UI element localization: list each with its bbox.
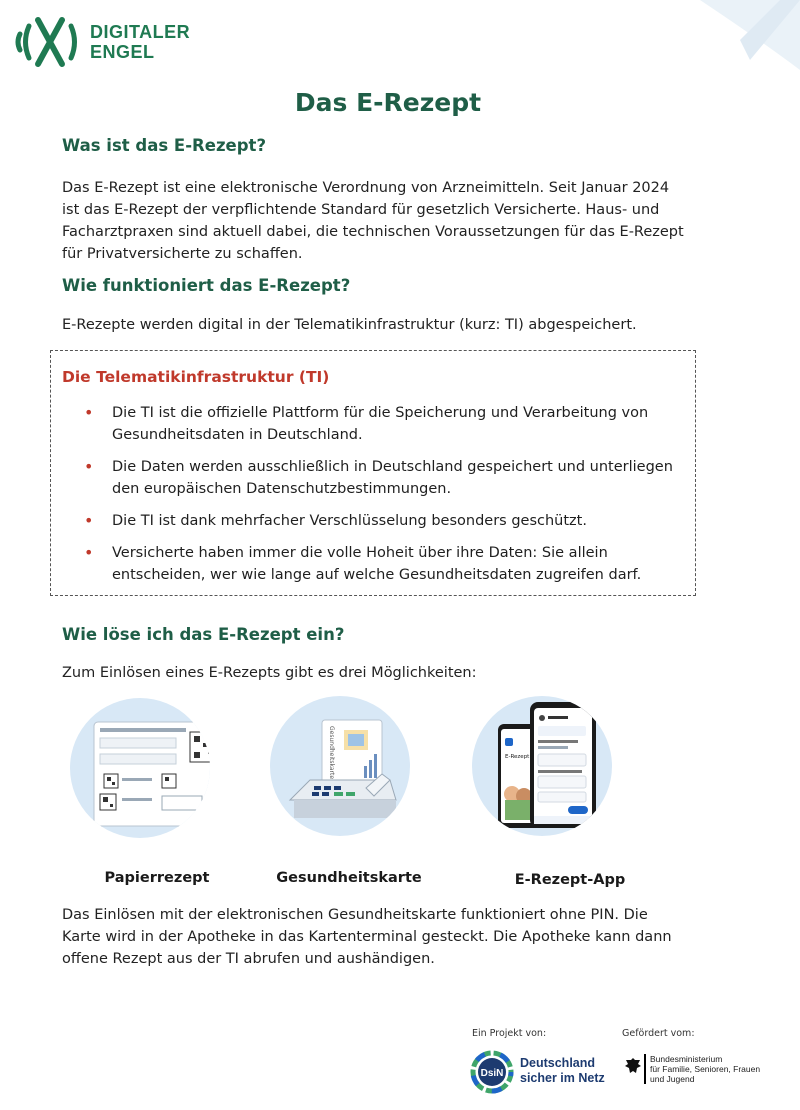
text-line: Karte wird in der Apotheke in das Kartenterminal gesteckt. Die Apotheke kann dann — [62, 929, 672, 945]
ministry-name — [650, 1054, 780, 1084]
paper-prescription-icon — [70, 698, 210, 838]
logo-line-1: DIGITALER — [90, 22, 191, 42]
section-closing-text — [62, 904, 722, 970]
list-item — [84, 510, 684, 532]
dsin-logo-icon — [470, 1050, 514, 1094]
ti-bullet-list — [84, 402, 684, 596]
section-heading-how: Wie funktioniert das E-Rezept? — [62, 276, 351, 295]
card-terminal-icon — [270, 696, 410, 836]
section-text-what — [62, 177, 722, 265]
list-item-line: den europäischen Datenschutzbestimmungen. — [112, 481, 452, 497]
e-prescription-app-illustration — [472, 696, 612, 836]
dsin-abbr: DsiN — [480, 1068, 504, 1079]
list-item — [84, 456, 684, 500]
text-line: Facharztpraxen sind aktuell dabei, die technischen Voraussetzungen für das E-Rezept — [62, 224, 684, 240]
health-card-illustration — [270, 696, 410, 836]
section-intro-redeem: Zum Einlösen eines E-Rezepts gibt es drei Möglichkeiten: — [62, 665, 477, 681]
list-item-line: Versicherte haben immer die volle Hoheit über ihre Daten: Sie allein — [112, 545, 608, 561]
option-label-app: E-Rezept-App — [514, 872, 626, 888]
ti-box-title: Die Telematikinfrastruktur (TI) — [62, 368, 330, 386]
text-line: Das E-Rezept ist eine elektronische Verordnung von Arzneimitteln. Seit Januar 2024 — [62, 180, 670, 196]
option-label-paper: Papierrezept — [104, 870, 210, 886]
bullet-icon: • — [84, 543, 94, 562]
funded-label: Gefördert vom: — [622, 1028, 695, 1039]
logo-wordmark — [90, 22, 190, 62]
dsin-wordmark — [520, 1056, 605, 1086]
list-item — [84, 542, 684, 586]
logo-line-2: ENGEL — [90, 42, 155, 62]
bullet-icon: • — [84, 457, 94, 476]
bullet-icon: • — [84, 511, 94, 530]
digitaler-engel-logo-icon — [14, 12, 86, 72]
ministry-line-1: Bundesministerium — [650, 1054, 723, 1064]
ministry-line-3: und Jugend — [650, 1074, 695, 1084]
text-line: Das Einlösen mit der elektronischen Gesundheitskarte funktioniert ohne PIN. Die — [62, 907, 648, 923]
text-line: ist das E-Rezept der verpflichtende Standard für gesetzlich Versicherte. Haus- und — [62, 202, 660, 218]
dsin-line-1: Deutschland — [520, 1056, 596, 1070]
card-label: Gesundheitskarte — [328, 726, 335, 780]
text-line: für Privatversicherte zu schaffen. — [62, 246, 303, 262]
smartphone-app-icon — [472, 696, 612, 836]
section-heading-redeem: Wie löse ich das E-Rezept ein? — [62, 625, 345, 644]
section-text-how: E-Rezepte werden digital in der Telematikinfrastruktur (kurz: TI) abgespeichert. — [62, 317, 637, 333]
bullet-icon: • — [84, 403, 94, 422]
paper-prescription-illustration — [70, 698, 210, 838]
list-item-line: Die TI ist die offizielle Plattform für die Speicherung und Verarbeitung von — [112, 405, 649, 421]
text-line: offene Rezept aus der TI abrufen und aushändigen. — [62, 951, 435, 967]
ministry-line-2: für Familie, Senioren, Frauen — [650, 1064, 761, 1074]
section-heading-what: Was ist das E-Rezept? — [62, 136, 267, 155]
list-item-line: Gesundheitsdaten in Deutschland. — [112, 427, 363, 443]
list-item-line: Die Daten werden ausschließlich in Deutschland gespeichert und unterliegen — [112, 459, 673, 475]
dsin-line-2: sicher im Netz — [520, 1071, 605, 1085]
list-item-line: Die TI ist dank mehrfacher Verschlüsselung besonders geschützt. — [112, 513, 587, 529]
project-label: Ein Projekt von: — [472, 1028, 547, 1039]
page-title: Das E-Rezept — [294, 88, 482, 117]
federal-eagle-icon — [624, 1056, 642, 1076]
ministry-divider — [644, 1054, 646, 1084]
app-title: E-Rezept — [505, 754, 530, 760]
list-item-line: entscheiden, wer wie lange auf welche Gesundheitsdaten zugreifen darf. — [112, 567, 642, 583]
option-label-card: Gesundheitskarte — [276, 870, 422, 886]
list-item — [84, 402, 684, 446]
